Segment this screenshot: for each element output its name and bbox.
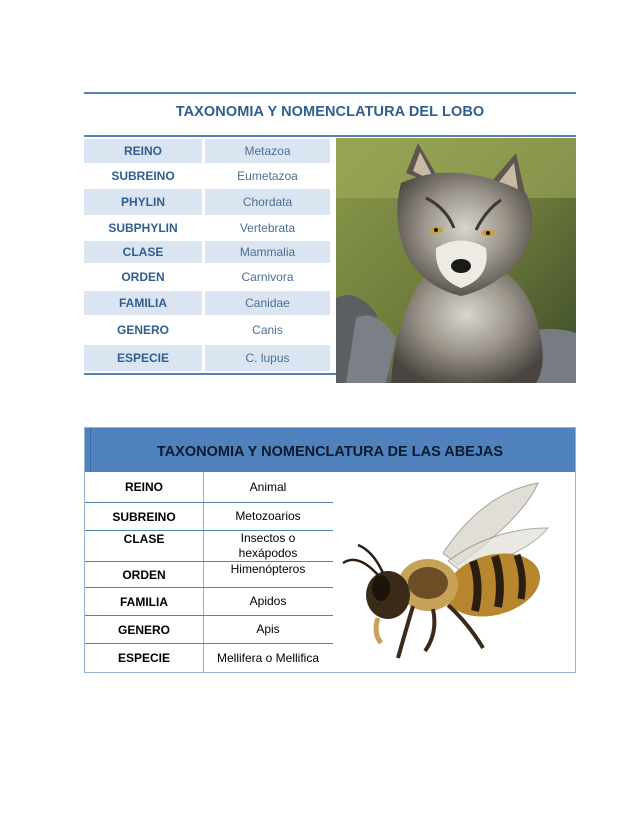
taxon-rank: ESPECIE	[84, 345, 202, 371]
taxon-value: Insectos o hexápodos	[238, 531, 298, 560]
taxon-rank: GENERO	[117, 622, 170, 637]
taxon-value: Apis	[256, 622, 280, 636]
taxon-rank: SUBREINO	[112, 509, 176, 524]
taxon-value: Mellifera o Mellifica	[216, 650, 320, 665]
taxon-rank: REINO	[84, 139, 202, 163]
taxon-value: Eumetazoa	[237, 169, 298, 183]
taxon-rank: SUBPHYLIN	[108, 221, 178, 235]
wolf-table-title: TAXONOMIA Y NOMENCLATURA DEL LOBO	[175, 104, 485, 120]
taxon-rank: ORDEN	[122, 567, 166, 582]
taxon-rank: ESPECIE	[117, 651, 171, 665]
taxon-rank: GENERO	[116, 323, 169, 337]
wolf-table-top-border	[84, 92, 576, 94]
table-row	[85, 503, 333, 531]
taxon-rank: CLASE	[123, 532, 165, 546]
table-row	[84, 264, 330, 290]
table-row	[85, 531, 333, 562]
table-row	[84, 290, 330, 316]
bee-photo	[333, 473, 575, 665]
table-row	[85, 472, 333, 503]
taxon-rank: CLASE	[84, 241, 202, 263]
table-row	[84, 240, 330, 264]
table-row	[84, 316, 330, 344]
table-row	[85, 616, 333, 644]
taxon-rank: FAMILIA	[120, 594, 168, 609]
table-row	[85, 588, 333, 616]
taxon-rank: REINO	[124, 480, 163, 494]
taxon-value: C. lupus	[205, 345, 330, 371]
taxon-value: Canidae	[205, 291, 330, 315]
taxon-rank: PHYLIN	[84, 189, 202, 215]
table-row	[85, 644, 333, 672]
taxon-value: Canis	[252, 323, 283, 337]
table-row	[84, 188, 330, 216]
wolf-table-header-border	[84, 135, 576, 137]
taxon-value: Chordata	[205, 189, 330, 215]
table-row	[84, 138, 330, 164]
taxon-value: Vertebrata	[239, 221, 296, 235]
taxon-rank: FAMILIA	[84, 291, 202, 315]
bee-table-title: TAXONOMIA Y NOMENCLATURA DE LAS ABEJAS	[156, 444, 504, 460]
taxon-value: Carnivora	[241, 270, 294, 284]
table-row	[84, 216, 330, 240]
wolf-photo	[336, 138, 576, 383]
taxon-value: Himenópteros	[230, 562, 306, 576]
table-row	[84, 344, 330, 372]
taxon-value: Metozoarios	[235, 509, 301, 523]
taxon-rank: ORDEN	[121, 270, 165, 284]
table-row	[85, 562, 333, 588]
taxon-value: Mammalia	[205, 241, 330, 263]
taxon-rank: SUBREINO	[111, 169, 175, 183]
taxon-value: Metazoa	[205, 139, 330, 163]
taxon-value: Animal	[249, 479, 287, 494]
taxon-value: Apidos	[249, 594, 287, 608]
table-row	[84, 164, 330, 188]
